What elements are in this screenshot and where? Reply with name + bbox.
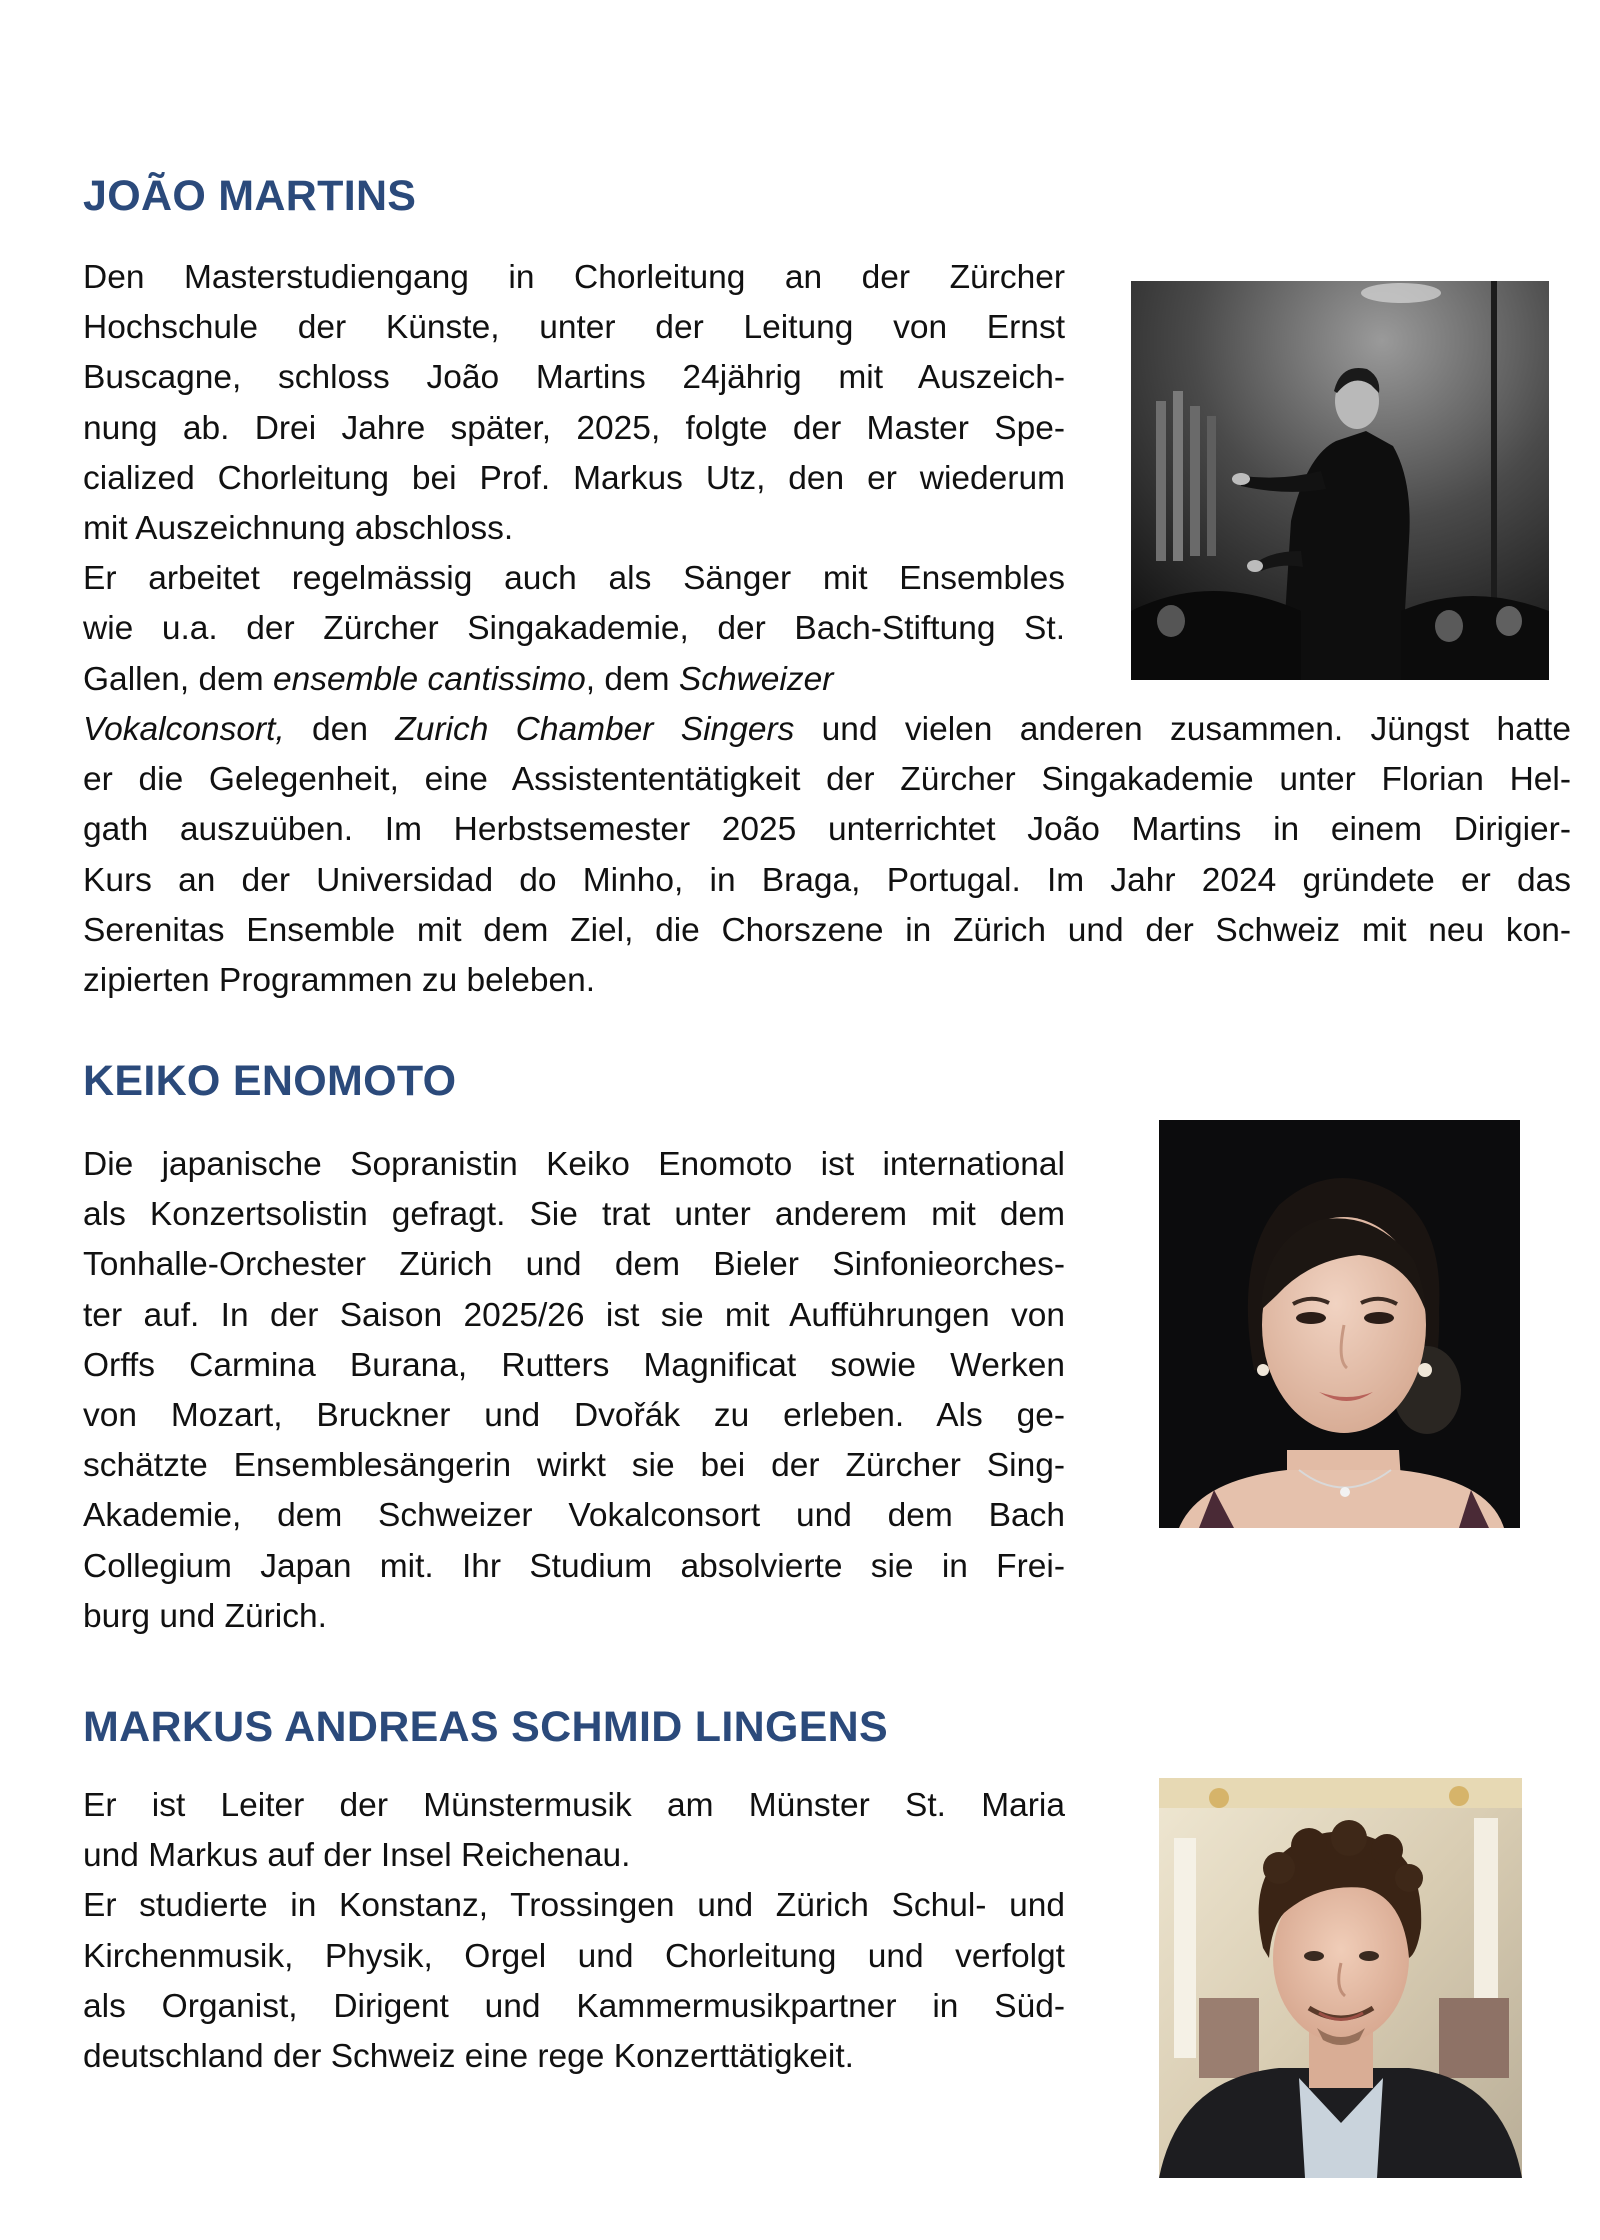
bio-line: Orffs Carmina Burana, Rutters Magnificat sowie Werken <box>83 1346 1065 1384</box>
bio-line: burg und Zürich. <box>83 1597 327 1635</box>
bio-line: zipierten Programmen zu beleben. <box>83 961 596 999</box>
bio-line: Den Masterstudiengang in Chorleitung an der Zürcher <box>83 259 1065 296</box>
bio-line: nung ab. Drei Jahre später, 2025, folgte der Master Spe- <box>83 409 1065 447</box>
photo-joao-martins <box>1131 281 1549 680</box>
section-heading-markus-andreas-schmid-lingens: MARKUS ANDREAS SCHMID LINGENS <box>83 1703 889 1751</box>
bio-line: Collegium Japan mit. Ihr Studium absolvierte sie in Frei- <box>83 1547 1065 1585</box>
bio-line: er die Gelegenheit, eine Assistententätigkeit der Zürcher Singakademie unter Florian Hel- <box>83 761 1571 799</box>
bio-line: als Organist, Dirigent und Kammermusikpartner in Süd- <box>83 1987 1065 2025</box>
bio-line: Die japanische Sopranistin Keiko Enomoto ist international <box>83 1146 1065 1183</box>
bio-line: Akademie, dem Schweizer Vokalconsort und dem Bach <box>83 1497 1065 1535</box>
bio-line: Er ist Leiter der Münstermusik am Münster St. Maria <box>83 1787 1065 1824</box>
bio-line: Er arbeitet regelmässig auch als Sänger mit Ensembles <box>83 560 1065 598</box>
ensemble-name: Schweizer <box>678 660 834 698</box>
bio-line: mit Auszeichnung abschloss. <box>83 509 514 547</box>
text-run: und vielen anderen zusammen. Jüngst hatte <box>794 711 1571 748</box>
bio-line: schätzte Ensemblesängerin wirkt sie bei der Zürcher Sing- <box>83 1447 1065 1485</box>
photo-markus-andreas-schmid-lingens <box>1159 1778 1522 2178</box>
bio-line: Hochschule der Künste, unter der Leitung von Ernst <box>83 309 1065 347</box>
bio-markus-andreas-schmid-lingens <box>83 1781 1065 2082</box>
text-run: den <box>284 711 396 748</box>
bio-line: als Konzertsolistin gefragt. Sie trat unter anderem mit dem <box>83 1196 1065 1234</box>
section-heading-keiko-enomoto: KEIKO ENOMOTO <box>83 1057 457 1105</box>
bio-line: gath auszuüben. Im Herbstsemester 2025 unterrichtet João Martins in einem Dirigier- <box>83 811 1571 849</box>
bio-line: Tonhalle-Orchester Zürich und dem Bieler Sinfonieorches- <box>83 1246 1065 1284</box>
bio-line: ter auf. In der Saison 2025/26 ist sie mit Aufführungen von <box>83 1296 1065 1334</box>
bio-line <box>83 705 1571 755</box>
ensemble-name: ensemble cantissimo <box>272 660 586 698</box>
bio-joao-martins-continued <box>83 705 1571 1006</box>
section-heading-joao-martins: JOÃO MARTINS <box>83 172 417 220</box>
text-run: , dem <box>585 660 679 698</box>
bio-line: Er studierte in Konstanz, Trossingen und Zürich Schul- und <box>83 1887 1065 1925</box>
bio-line: cialized Chorleitung bei Prof. Markus Utz, den er wiederum <box>83 459 1065 497</box>
bio-line: Kurs an der Universidad do Minho, in Braga, Portugal. Im Jahr 2024 gründete er das <box>83 861 1571 899</box>
bio-line: Kirchenmusik, Physik, Orgel und Chorleitung und verfolgt <box>83 1937 1065 1975</box>
bio-line: Buscagne, schloss João Martins 24jährig mit Auszeich- <box>83 359 1065 397</box>
bio-joao-martins <box>83 253 1065 705</box>
bio-line: und Markus auf der Insel Reichenau. <box>83 1837 631 1875</box>
bio-line: deutschland der Schweiz eine rege Konzerttätigkeit. <box>83 2037 854 2075</box>
ensemble-name: Vokalconsort, <box>83 711 285 748</box>
bio-line: von Mozart, Bruckner und Dvořák zu erleben. Als ge- <box>83 1396 1065 1434</box>
text-run: Gallen, dem <box>83 660 273 698</box>
bio-keiko-enomoto <box>83 1140 1065 1642</box>
photo-keiko-enomoto <box>1159 1120 1520 1528</box>
bio-line: Serenitas Ensemble mit dem Ziel, die Chorszene in Zürich und der Schweiz mit neu kon- <box>83 911 1571 949</box>
ensemble-name: Zurich Chamber Singers <box>395 711 795 748</box>
bio-line <box>83 655 1065 705</box>
bio-line: wie u.a. der Zürcher Singakademie, der Bach-Stiftung St. <box>83 610 1065 648</box>
